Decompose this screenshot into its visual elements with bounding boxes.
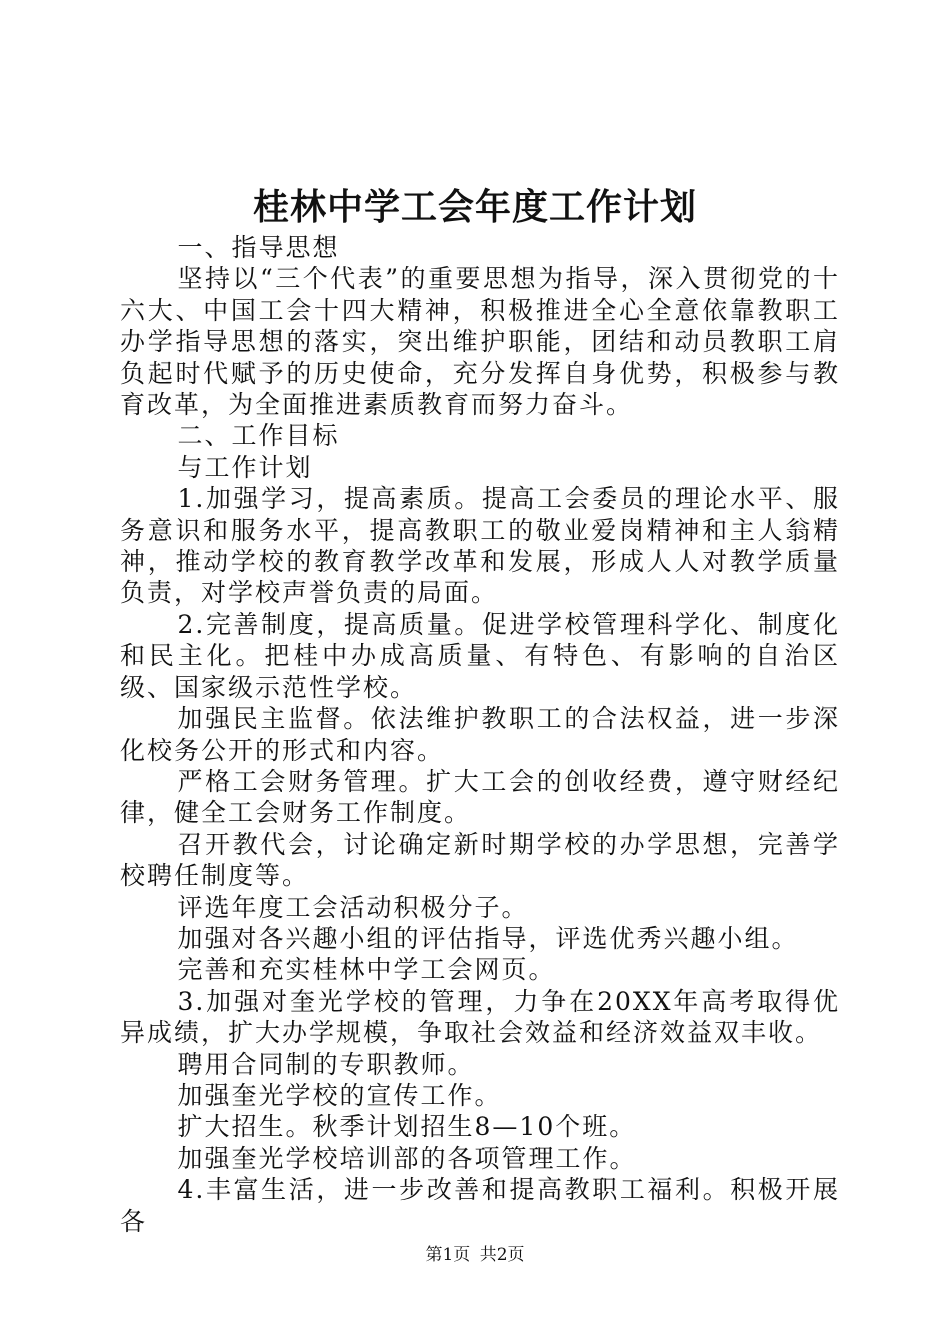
page-number: 第1页	[425, 1245, 471, 1265]
paragraph: 扩大招生。秋季计划招生8—10个班。	[177, 1112, 637, 1142]
document-title: 桂林中学工会年度工作计划	[252, 186, 697, 228]
paragraph: 召开教代会，讨论确定新时期学校的办学思想，完善学校聘任制度等。	[120, 829, 840, 891]
page-footer	[0, 1244, 950, 1266]
document-body	[120, 232, 840, 1237]
paragraph: 一、指导思想	[177, 233, 340, 262]
paragraph: 二、工作目标	[177, 421, 340, 451]
paragraph: 加强民主监督。依法维护教职工的合法权益，进一步深化校务公开的形式和内容。	[120, 704, 840, 765]
page-total: 共2页	[479, 1245, 525, 1265]
paragraph: 加强奎光学校培训部的各项管理工作。	[177, 1143, 637, 1173]
paragraph: 完善和充实桂林中学工会网页。	[177, 955, 556, 985]
paragraph: 2.完善制度，提高质量。促进学校管理科学化、制度化和民主化。把桂中办成高质量、有特色、有影响的自治区级、国家级示范性学校。	[120, 609, 840, 702]
paragraph: 加强奎光学校的宣传工作。	[177, 1080, 502, 1110]
paragraph: 1.加强学习，提高素质。提高工会委员的理论水平、服务意识和服务水平，提高教职工的敬业爱岗精神和主人翁精神，推动学校的教育教学改革和发展，形成人人对教学质量负责，对学校声誉负责的局面。	[120, 484, 840, 608]
paragraph: 坚持以“三个代表”的重要思想为指导，深入贯彻党的十六大、中国工会十四大精神，积极推进全心全意依靠教职工办学指导思想的落实，突出维护职能，团结和动员教职工肩负起时代赋予的历史使命，充分发挥自身优势，积极参与教育改革，为全面推进素质教育而努力奋斗。	[120, 264, 840, 420]
paragraph: 评选年度工会活动积极分子。	[177, 892, 529, 922]
paragraph: 聘用合同制的专职教师。	[177, 1049, 475, 1079]
paragraph: 加强对各兴趣小组的评估指导，评选优秀兴趣小组。	[177, 923, 799, 953]
paragraph: 严格工会财务管理。扩大工会的创收经费，遵守财经纪律，健全工会财务工作制度。	[120, 766, 840, 828]
paragraph: 3.加强对奎光学校的管理，力争在20XX年高考取得优异成绩，扩大办学规模，争取社会效益和经济效益双丰收。	[120, 986, 840, 1048]
paragraph: 4.丰富生活，进一步改善和提高教职工福利。积极开展各	[120, 1175, 840, 1236]
paragraph: 与工作计划	[177, 452, 313, 482]
